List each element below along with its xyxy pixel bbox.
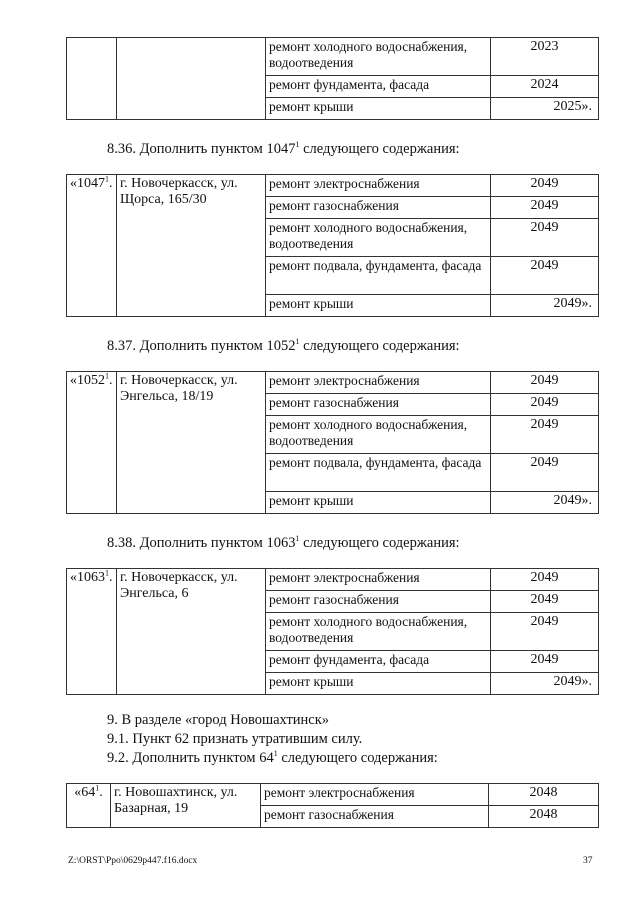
table-continuation bbox=[66, 37, 599, 120]
work-cell: ремонт подвала, фундамента, фасада bbox=[266, 257, 491, 295]
work-cell: ремонт фундамента, фасада bbox=[266, 651, 491, 673]
year-cell: 2049 bbox=[491, 257, 599, 295]
year-cell: 2048 bbox=[489, 806, 599, 828]
year-cell: 2049 bbox=[491, 651, 599, 673]
address-cell: г. Новошахтинск, ул. Базарная, 19 bbox=[111, 784, 261, 828]
paragraph-9: 9. В разделе «город Новошахтинск» bbox=[107, 712, 330, 728]
table-row bbox=[67, 175, 599, 197]
num-cell: «$64^1$. bbox=[67, 784, 111, 828]
year-cell: 2049 bbox=[491, 454, 599, 492]
work-cell: ремонт электроснабжения bbox=[266, 372, 491, 394]
work-cell: ремонт электроснабжения bbox=[266, 175, 491, 197]
table-row bbox=[67, 784, 599, 806]
year-cell: 2048 bbox=[489, 784, 599, 806]
work-cell: ремонт электроснабжения bbox=[266, 569, 491, 591]
work-cell: ремонт электроснабжения bbox=[261, 784, 489, 806]
year-cell: 2025». bbox=[491, 98, 599, 120]
year-cell: 2049 bbox=[491, 569, 599, 591]
work-cell: ремонт холодного водоснабжения, водоотведения bbox=[266, 416, 491, 454]
year-cell: 2049 bbox=[491, 372, 599, 394]
table-row bbox=[67, 372, 599, 394]
work-cell: ремонт холодного водоснабжения, водоотведения bbox=[266, 613, 491, 651]
paragraph-8-38: 8.38. Дополнить пунктом 1063$^1$ следующего содержания: bbox=[107, 534, 460, 551]
year-cell: 2049 bbox=[491, 394, 599, 416]
num-cell bbox=[67, 38, 117, 120]
work-cell: ремонт холодного водоснабжения, водоотведения bbox=[266, 219, 491, 257]
year-cell: 2049 bbox=[491, 219, 599, 257]
address-cell: г. Новочеркасск, ул. Энгельса, 6 bbox=[117, 569, 266, 695]
work-cell: ремонт фундамента, фасада bbox=[266, 76, 491, 98]
paragraph-8-36: 8.36. Дополнить пунктом 1047$^1$ следующего содержания: bbox=[107, 140, 460, 157]
address-cell bbox=[117, 38, 266, 120]
address-cell: г. Новочеркасск, ул. Энгельса, 18/19 bbox=[117, 372, 266, 514]
work-cell: ремонт крыши bbox=[266, 295, 491, 317]
year-cell: 2049». bbox=[491, 492, 599, 514]
table-row bbox=[67, 38, 599, 76]
table-64 bbox=[66, 783, 599, 828]
table-1052 bbox=[66, 371, 599, 514]
year-cell: 2049 bbox=[491, 613, 599, 651]
table-row bbox=[67, 569, 599, 591]
year-cell: 2049 bbox=[491, 197, 599, 219]
num-cell: «1052$^1$. bbox=[67, 372, 117, 514]
work-cell: ремонт крыши bbox=[266, 98, 491, 120]
footer-file-path: Z:\ORST\Ppo\0629p447.f16.docx bbox=[68, 856, 198, 866]
work-cell: ремонт крыши bbox=[266, 492, 491, 514]
year-cell: 2049 bbox=[491, 591, 599, 613]
year-cell: 2049 bbox=[491, 175, 599, 197]
year-cell: 2049». bbox=[491, 673, 599, 695]
year-cell: 2049». bbox=[491, 295, 599, 317]
num-cell: «1063$^1$. bbox=[67, 569, 117, 695]
work-cell: ремонт крыши bbox=[266, 673, 491, 695]
work-cell: ремонт газоснабжения bbox=[261, 806, 489, 828]
table-1063 bbox=[66, 568, 599, 695]
work-cell: ремонт подвала, фундамента, фасада bbox=[266, 454, 491, 492]
page-number: 37 bbox=[583, 856, 593, 866]
paragraph-8-37: 8.37. Дополнить пунктом 1052$^1$ следующего содержания: bbox=[107, 337, 460, 354]
work-cell: ремонт холодного водоснабжения, водоотведения bbox=[266, 38, 491, 76]
work-cell: ремонт газоснабжения bbox=[266, 591, 491, 613]
address-cell: г. Новочеркасск, ул. Щорса, 165/30 bbox=[117, 175, 266, 317]
num-cell: «1047$^1$. bbox=[67, 175, 117, 317]
paragraph-9-1: 9.1. Пункт 62 признать утратившим силу. bbox=[107, 731, 363, 747]
table-1047 bbox=[66, 174, 599, 317]
year-cell: 2023 bbox=[491, 38, 599, 76]
year-cell: 2049 bbox=[491, 416, 599, 454]
work-cell: ремонт газоснабжения bbox=[266, 394, 491, 416]
paragraph-9-2: 9.2. Дополнить пунктом $64^1$ следующего содержания: bbox=[107, 749, 438, 766]
year-cell: 2024 bbox=[491, 76, 599, 98]
work-cell: ремонт газоснабжения bbox=[266, 197, 491, 219]
